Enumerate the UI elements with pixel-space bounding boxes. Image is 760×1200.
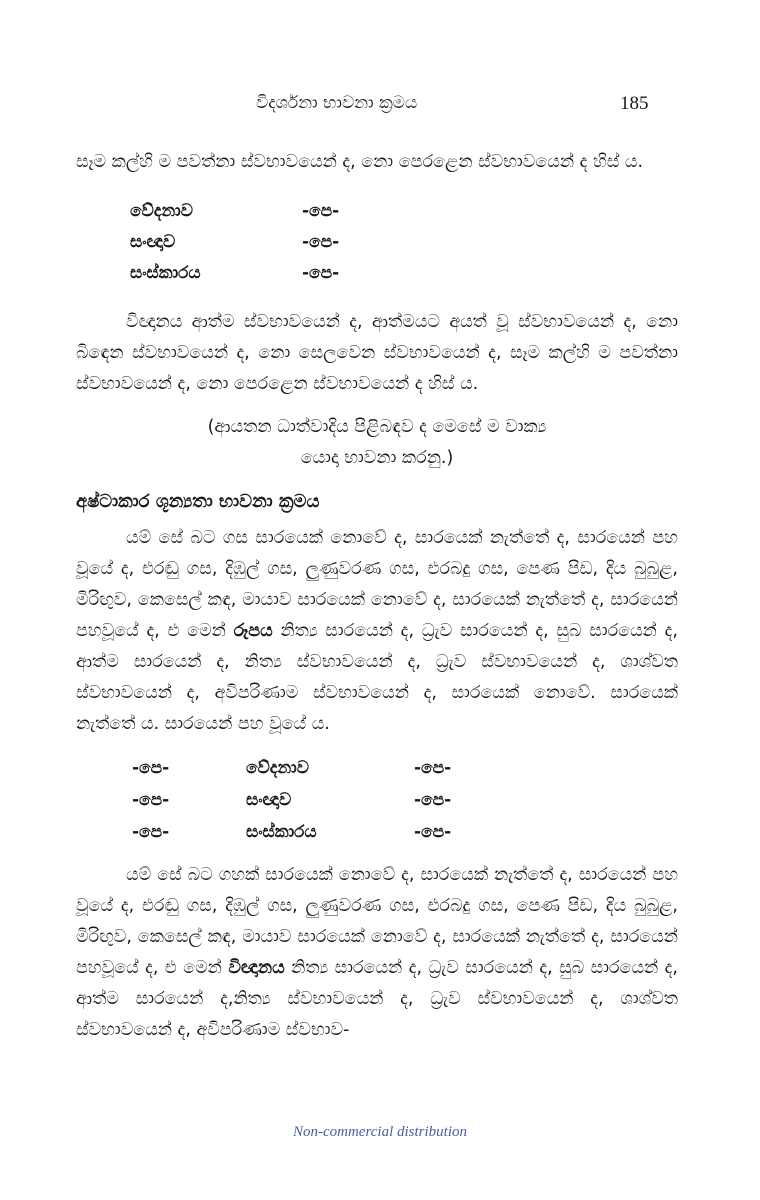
note	[76, 412, 678, 474]
term: සංස්කාරය	[130, 263, 201, 283]
list-item	[130, 227, 339, 258]
list-item	[130, 258, 339, 289]
paragraph-4-text-b: නිත්‍ය සාරයෙන් ද, ධ්‍රැව සාරයෙන් ද, සුබ සාරයෙන් ද, ආත්ම සාරයෙන් ද,නිත්‍ය ස්වභාවයෙන් ද, ධ්‍රැව ස්වභාවයෙන් ද, ශාශ්වත ස්වභාවයෙන් ද, අවිපරිණාම ස්වභාව-	[76, 958, 678, 1040]
list-item	[132, 752, 451, 784]
repetition-list-1	[130, 196, 339, 289]
page-number: 185	[620, 93, 649, 114]
note-line-1: (ආයතන ධාත්වාදිය පිළිබඳව ද මෙසේ ම වාක්‍ය	[207, 417, 547, 437]
distribution-notice: Non-commercial distribution	[292, 1124, 468, 1140]
note-line-2: යොදා භාවනා කරනු.)	[300, 448, 454, 468]
running-header	[0, 93, 760, 121]
term: සංඥාව	[130, 232, 176, 252]
ellipsis-marker: -පෙ-	[132, 757, 170, 778]
page-body	[76, 147, 678, 1046]
paragraph-3-bold-term: රූපය	[233, 621, 273, 641]
paragraph-3-text-a: යම් සේ බට ගස සාරයෙක් නොවේ ද, සාරයෙක් නැත්තේ ද, සාරයෙන් පහ වූයේ ද, එරඬු ගස, දිඹුල් ගස, ලුණුවරණ ගස, එරබදු ගස, පෙණ පිඩ, දිය බුබුළ, මිරිඟුව, කෙසෙල් කඳ, මායාව සාරයෙක් නොවේ ද, සාරයෙක් නැත්තේ ද, සාරයෙන් පහවූයේ ද, එ මෙන්	[76, 528, 678, 641]
section-heading: අෂ්ටාකාර ශූන්‍යතා භාවනා ක්‍රමය	[76, 491, 320, 512]
term: සංස්කාරය	[246, 821, 317, 842]
list-item	[132, 816, 451, 848]
paragraph-4	[76, 860, 678, 1046]
paragraph-3-text-b: නිත්‍ය සාරයෙන් ද, ධ්‍රැව සාරයෙන් ද, සුබ සාරයෙන් ද, ආත්ම සාරයෙන් ද, නිත්‍ය ස්වභාවයෙන් ද, ධ්‍රැව ස්වභාවයෙන් ද, ශාශ්වත ස්වභාවයෙන් ද, අවිපරිණාම ස්වභාවයෙන් ද, සාරයෙක් නොවේ. සාරයෙක් නැත්තේ ය. සාරයෙන් පහ වූයේ ය.	[76, 621, 678, 734]
paragraph-4-bold-term: විඥානය	[228, 958, 285, 978]
paragraph-3	[76, 523, 678, 740]
ellipsis-marker: -පෙ-	[302, 201, 340, 221]
term: සංඥාව	[246, 789, 292, 810]
ellipsis-marker: -පෙ-	[132, 789, 170, 810]
ellipsis-marker: -පෙ-	[414, 789, 452, 810]
paragraph-2: විඥානය ආත්ම ස්වභාවයෙන් ද, ආත්මයට අයත් වූ ස්වභාවයෙන් ද, නො බිඳෙන ස්වභාවයෙන් ද, නො සෙලවෙන ස්වභාවයෙන් ද, සෑම කල්හි ම පවත්නා ස්වභාවයෙන් ද, නො පෙරළෙන ස්වභාවයෙන් ද හිස් ය.	[76, 312, 678, 394]
list-item	[132, 784, 451, 816]
paragraph-4-text-a: යම් සේ බට ගහක් සාරයෙක් නොවේ ද, සාරයෙක් නැත්තේ ද, සාරයෙන් පහ වූයේ ද, එරඬු ගස, දිඹුල් ගස, ලුණුවරණ ගස, එරබදු ගස, පෙණ පිඩ, දිය බුබුළ, මිරිඟුව, කෙසෙල් කඳ, මායාව සාරයෙක් නොවේ ද, සාරයෙක් නැත්තේ ද, සාරයෙන් පහවූයේ ද, එ මෙන්	[76, 865, 678, 978]
ellipsis-marker: -පෙ-	[302, 263, 340, 283]
repetition-list-2	[132, 752, 451, 848]
ellipsis-marker: -පෙ-	[414, 821, 452, 842]
term: වේදනාව	[130, 201, 193, 221]
ellipsis-marker: -පෙ-	[132, 821, 170, 842]
ellipsis-marker: -පෙ-	[414, 757, 452, 778]
paragraph-1: සෑම කල්හි ම පවත්නා ස්වභාවයෙන් ද, නො පෙරළෙන ස්වභාවයෙන් ද හිස් ය.	[76, 152, 644, 172]
chapter-title: විදර්ශනා භාවනා ක්‍රමය	[256, 93, 418, 113]
list-item	[130, 196, 339, 227]
ellipsis-marker: -පෙ-	[302, 232, 340, 252]
term: වේදනාව	[246, 757, 309, 778]
